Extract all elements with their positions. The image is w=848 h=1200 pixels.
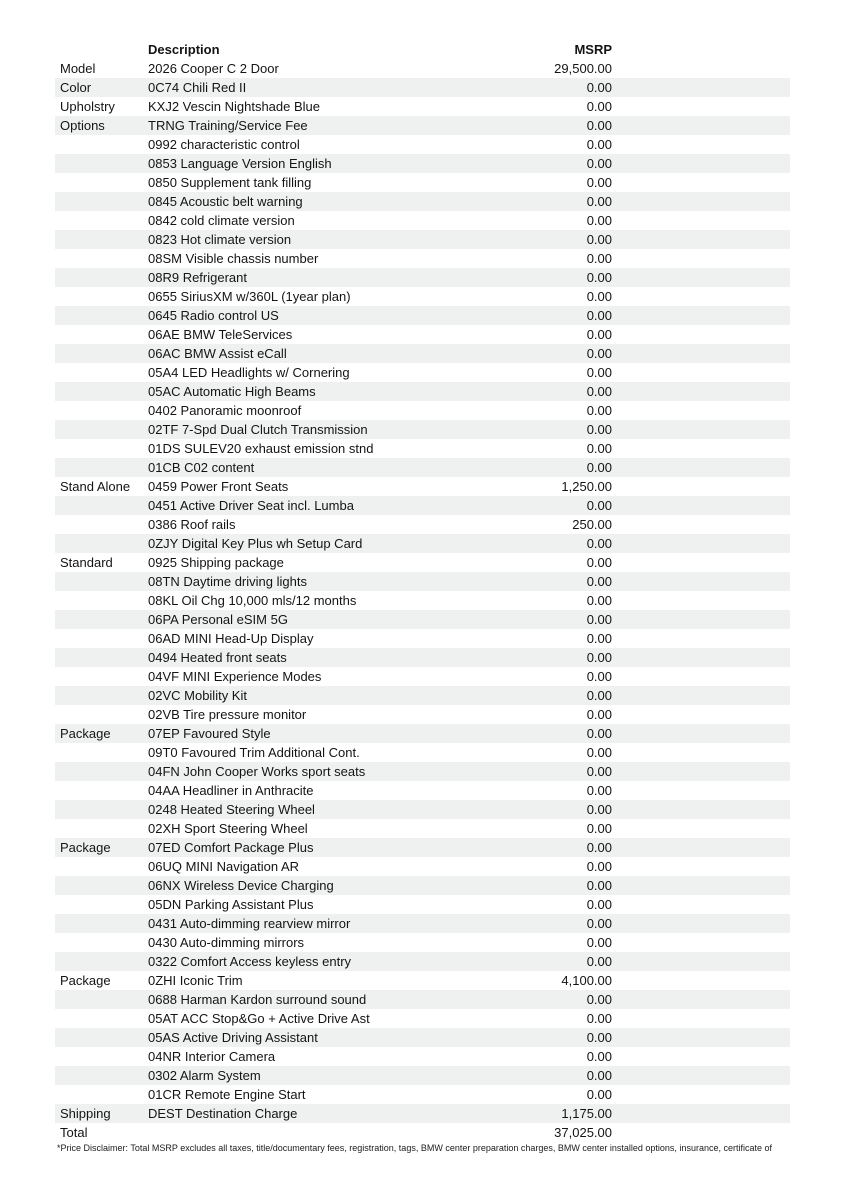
msrp-column-header: MSRP xyxy=(574,42,612,57)
table-row xyxy=(55,914,790,933)
table-row xyxy=(55,420,790,439)
category-cell: Options xyxy=(60,118,105,133)
table-row xyxy=(55,648,790,667)
msrp-cell: 0.00 xyxy=(586,707,612,722)
table-row xyxy=(55,857,790,876)
category-cell: Package xyxy=(60,973,111,988)
description-cell: 04VF MINI Experience Modes xyxy=(148,669,322,684)
msrp-cell: 0.00 xyxy=(586,593,612,608)
table-row xyxy=(55,363,790,382)
msrp-cell: 0.00 xyxy=(586,213,612,228)
table-row xyxy=(55,933,790,952)
msrp-cell: 0.00 xyxy=(586,954,612,969)
description-cell: 0853 Language Version English xyxy=(148,156,332,171)
table-row xyxy=(55,401,790,420)
msrp-cell: 0.00 xyxy=(586,992,612,1007)
table-row xyxy=(55,591,790,610)
category-cell: Model xyxy=(60,61,96,76)
msrp-cell: 0.00 xyxy=(586,498,612,513)
msrp-cell: 0.00 xyxy=(586,935,612,950)
table-row xyxy=(55,192,790,211)
msrp-cell: 0.00 xyxy=(586,802,612,817)
msrp-cell: 0.00 xyxy=(586,251,612,266)
table-row xyxy=(55,819,790,838)
table-row xyxy=(55,629,790,648)
description-cell: 05AC Automatic High Beams xyxy=(148,384,316,399)
msrp-cell: 0.00 xyxy=(586,80,612,95)
table-body xyxy=(55,59,790,1142)
table-row xyxy=(55,268,790,287)
msrp-cell: 0.00 xyxy=(586,612,612,627)
table-row xyxy=(55,515,790,534)
msrp-cell: 4,100.00 xyxy=(561,973,612,988)
table-row xyxy=(55,439,790,458)
msrp-cell: 0.00 xyxy=(586,137,612,152)
category-cell: Standard xyxy=(60,555,113,570)
msrp-cell: 0.00 xyxy=(586,1068,612,1083)
msrp-cell: 0.00 xyxy=(586,631,612,646)
table-row xyxy=(55,800,790,819)
description-cell: 06AC BMW Assist eCall xyxy=(148,346,287,361)
msrp-cell: 0.00 xyxy=(586,897,612,912)
description-cell: 0386 Roof rails xyxy=(148,517,236,532)
description-cell: 08SM Visible chassis number xyxy=(148,251,319,266)
description-cell: 2026 Cooper C 2 Door xyxy=(148,61,279,76)
pricing-table xyxy=(55,40,790,1142)
msrp-cell: 29,500.00 xyxy=(554,61,612,76)
msrp-cell: 0.00 xyxy=(586,821,612,836)
description-column-header: Description xyxy=(148,42,220,57)
msrp-cell: 0.00 xyxy=(586,1030,612,1045)
description-cell: 02VB Tire pressure monitor xyxy=(148,707,307,722)
table-row xyxy=(55,1009,790,1028)
description-cell: 08R9 Refrigerant xyxy=(148,270,247,285)
msrp-cell: 0.00 xyxy=(586,536,612,551)
description-cell: 07ED Comfort Package Plus xyxy=(148,840,314,855)
msrp-cell: 0.00 xyxy=(586,1087,612,1102)
msrp-cell: 0.00 xyxy=(586,365,612,380)
description-cell: 01DS SULEV20 exhaust emission stnd xyxy=(148,441,374,456)
description-cell: 0ZHI Iconic Trim xyxy=(148,973,243,988)
msrp-cell: 0.00 xyxy=(586,460,612,475)
description-cell: 06NX Wireless Device Charging xyxy=(148,878,334,893)
table-row xyxy=(55,249,790,268)
description-cell: 0451 Active Driver Seat incl. Lumba xyxy=(148,498,354,513)
description-cell: 04AA Headliner in Anthracite xyxy=(148,783,314,798)
description-cell: 0925 Shipping package xyxy=(148,555,284,570)
table-row xyxy=(55,344,790,363)
table-row xyxy=(55,230,790,249)
msrp-cell: 0.00 xyxy=(586,688,612,703)
description-cell: 0322 Comfort Access keyless entry xyxy=(148,954,352,969)
table-row xyxy=(55,1104,790,1123)
table-row xyxy=(55,724,790,743)
description-cell: 02TF 7-Spd Dual Clutch Transmission xyxy=(148,422,368,437)
msrp-cell: 0.00 xyxy=(586,327,612,342)
category-cell: Stand Alone xyxy=(60,479,131,494)
description-cell: 01CR Remote Engine Start xyxy=(148,1087,306,1102)
msrp-cell: 37,025.00 xyxy=(554,1125,612,1140)
msrp-cell: 1,250.00 xyxy=(561,479,612,494)
table-row xyxy=(55,1047,790,1066)
msrp-cell: 0.00 xyxy=(586,783,612,798)
description-cell: 0645 Radio control US xyxy=(148,308,279,323)
msrp-cell: 0.00 xyxy=(586,441,612,456)
msrp-cell: 0.00 xyxy=(586,232,612,247)
description-cell: 0402 Panoramic moonroof xyxy=(148,403,302,418)
description-cell: 0842 cold climate version xyxy=(148,213,295,228)
msrp-cell: 0.00 xyxy=(586,916,612,931)
description-cell: 02XH Sport Steering Wheel xyxy=(148,821,308,836)
msrp-cell: 0.00 xyxy=(586,840,612,855)
category-cell: Upholstry xyxy=(60,99,115,114)
table-row xyxy=(55,876,790,895)
msrp-cell: 0.00 xyxy=(586,574,612,589)
table-row xyxy=(55,496,790,515)
msrp-cell: 0.00 xyxy=(586,555,612,570)
table-row xyxy=(55,135,790,154)
msrp-cell: 0.00 xyxy=(586,175,612,190)
description-cell: 09T0 Favoured Trim Additional Cont. xyxy=(148,745,360,760)
description-cell: 01CB C02 content xyxy=(148,460,255,475)
table-row xyxy=(55,1123,790,1142)
description-cell: 0992 characteristic control xyxy=(148,137,300,152)
table-row xyxy=(55,990,790,1009)
table-row xyxy=(55,743,790,762)
description-cell: 06AE BMW TeleServices xyxy=(148,327,293,342)
msrp-cell: 0.00 xyxy=(586,289,612,304)
table-row xyxy=(55,838,790,857)
msrp-cell: 250.00 xyxy=(572,517,612,532)
description-cell: 02VC Mobility Kit xyxy=(148,688,247,703)
table-row xyxy=(55,78,790,97)
table-row xyxy=(55,971,790,990)
description-cell: 04NR Interior Camera xyxy=(148,1049,276,1064)
msrp-cell: 1,175.00 xyxy=(561,1106,612,1121)
description-cell: 0494 Heated front seats xyxy=(148,650,287,665)
msrp-cell: 0.00 xyxy=(586,669,612,684)
table-row xyxy=(55,952,790,971)
msrp-cell: 0.00 xyxy=(586,859,612,874)
description-cell: 0459 Power Front Seats xyxy=(148,479,289,494)
description-cell: 0302 Alarm System xyxy=(148,1068,261,1083)
msrp-cell: 0.00 xyxy=(586,118,612,133)
table-row xyxy=(55,1066,790,1085)
table-row xyxy=(55,116,790,135)
msrp-cell: 0.00 xyxy=(586,764,612,779)
table-row xyxy=(55,534,790,553)
description-cell: 0431 Auto-dimming rearview mirror xyxy=(148,916,351,931)
msrp-cell: 0.00 xyxy=(586,403,612,418)
description-cell: 05AT ACC Stop&Go + Active Drive Ast xyxy=(148,1011,370,1026)
table-row xyxy=(55,306,790,325)
description-cell: 06PA Personal eSIM 5G xyxy=(148,612,288,627)
price-disclaimer: *Price Disclaimer: Total MSRP excludes all taxes, title/documentary fees, registration, tags, BMW center preparation charges, BMW center installed options, insurance, certificate of xyxy=(57,1143,772,1153)
table-row xyxy=(55,705,790,724)
msrp-cell: 0.00 xyxy=(586,270,612,285)
table-row xyxy=(55,477,790,496)
msrp-cell: 0.00 xyxy=(586,878,612,893)
description-cell: 0248 Heated Steering Wheel xyxy=(148,802,315,817)
msrp-cell: 0.00 xyxy=(586,1049,612,1064)
category-cell: Total xyxy=(60,1125,88,1140)
table-row xyxy=(55,572,790,591)
msrp-cell: 0.00 xyxy=(586,308,612,323)
table-row xyxy=(55,382,790,401)
description-cell: 06UQ MINI Navigation AR xyxy=(148,859,300,874)
description-cell: TRNG Training/Service Fee xyxy=(148,118,308,133)
description-cell: 05AS Active Driving Assistant xyxy=(148,1030,318,1045)
msrp-cell: 0.00 xyxy=(586,156,612,171)
description-cell: 0430 Auto-dimming mirrors xyxy=(148,935,305,950)
table-row xyxy=(55,1028,790,1047)
description-cell: 07EP Favoured Style xyxy=(148,726,271,741)
table-row xyxy=(55,97,790,116)
table-row xyxy=(55,154,790,173)
msrp-cell: 0.00 xyxy=(586,99,612,114)
category-cell: Color xyxy=(60,80,92,95)
table-row xyxy=(55,211,790,230)
msrp-cell: 0.00 xyxy=(586,726,612,741)
table-row xyxy=(55,762,790,781)
description-cell: 0ZJY Digital Key Plus wh Setup Card xyxy=(148,536,363,551)
table-row xyxy=(55,667,790,686)
table-row xyxy=(55,781,790,800)
category-cell: Package xyxy=(60,840,111,855)
description-cell: 06AD MINI Head-Up Display xyxy=(148,631,314,646)
msrp-cell: 0.00 xyxy=(586,384,612,399)
description-cell: 0655 SiriusXM w/360L (1year plan) xyxy=(148,289,351,304)
msrp-cell: 0.00 xyxy=(586,346,612,361)
msrp-cell: 0.00 xyxy=(586,194,612,209)
table-row xyxy=(55,610,790,629)
description-cell: 04FN John Cooper Works sport seats xyxy=(148,764,366,779)
description-cell: 08KL Oil Chg 10,000 mls/12 months xyxy=(148,593,357,608)
table-row xyxy=(55,686,790,705)
category-cell: Package xyxy=(60,726,111,741)
category-cell: Shipping xyxy=(60,1106,111,1121)
table-row xyxy=(55,325,790,344)
description-cell: 0C74 Chili Red II xyxy=(148,80,247,95)
table-header-row xyxy=(55,40,790,59)
description-cell: DEST Destination Charge xyxy=(148,1106,298,1121)
msrp-cell: 0.00 xyxy=(586,745,612,760)
msrp-cell: 0.00 xyxy=(586,650,612,665)
msrp-cell: 0.00 xyxy=(586,422,612,437)
table-row xyxy=(55,173,790,192)
description-cell: 05DN Parking Assistant Plus xyxy=(148,897,314,912)
table-row xyxy=(55,1085,790,1104)
table-row xyxy=(55,458,790,477)
msrp-cell: 0.00 xyxy=(586,1011,612,1026)
description-cell: 08TN Daytime driving lights xyxy=(148,574,307,589)
table-row xyxy=(55,553,790,572)
description-cell: 05A4 LED Headlights w/ Cornering xyxy=(148,365,350,380)
description-cell: 0688 Harman Kardon surround sound xyxy=(148,992,367,1007)
description-cell: KXJ2 Vescin Nightshade Blue xyxy=(148,99,320,114)
table-row xyxy=(55,59,790,78)
description-cell: 0823 Hot climate version xyxy=(148,232,292,247)
description-cell: 0850 Supplement tank filling xyxy=(148,175,312,190)
table-row xyxy=(55,895,790,914)
description-cell: 0845 Acoustic belt warning xyxy=(148,194,303,209)
table-row xyxy=(55,287,790,306)
